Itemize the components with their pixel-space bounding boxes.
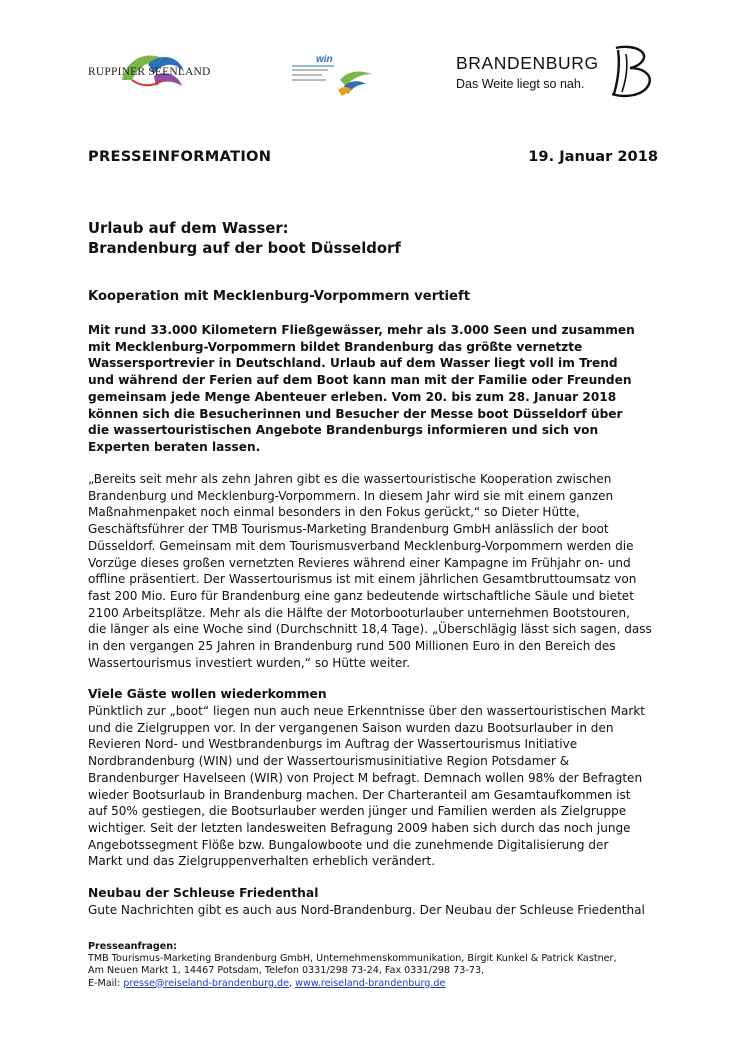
footer-title: Presseanfragen: (88, 941, 177, 952)
footer-separator: , (289, 977, 296, 989)
body-line: in den vergangen 25 Jahren in Brandenburg rund 500 Millionen Euro in den Bereich des (88, 639, 616, 654)
section-title-schleuse: Neubau der Schleuse Friedenthal (88, 886, 319, 900)
body-paragraph-3 (88, 902, 645, 919)
body-line: Revieren Nord- und Westbrandenburgs im Auftrag der Wassertourismus Initiative (88, 737, 578, 752)
body-line: 2100 Arbeitsplätze. Mehr als die Hälfte der Motorbooturlauber unternehmen Bootstouren, (88, 605, 630, 620)
win-logo (290, 52, 376, 98)
body-line: Nordbrandenburg (WIN) und der Wassertourismusinitiative Region Potsdamer & (88, 754, 570, 769)
brandenburg-logo (450, 44, 664, 102)
lead-paragraph (88, 322, 635, 456)
body-line: wieder Bootsurlaub in Brandenburg machen. Der Charteranteil am Gesamtaufkommen ist (88, 787, 631, 802)
body-line: auf 50% gestiegen, die Bootsurlauber werden jünger und Familien werden als Zielgruppe (88, 804, 627, 819)
email-label: E-Mail: (88, 977, 124, 989)
body-line: Brandenburger Havelseen (WIR) von Project M befragt. Demnach wollen 98% der Befragten (88, 770, 643, 785)
body-line: Pünktlich zur „boot“ liegen nun auch neue Erkenntnisse über den wassertouristischen Markt (88, 704, 646, 718)
body-line: Maßnahmenpaket noch einmal besonders in den Fokus gerückt,“ so Dieter Hütte, (88, 505, 580, 520)
headline-line-1: Urlaub auf dem Wasser: (88, 220, 289, 237)
body-line: Vorzüge dieses großen vernetzten Revieres während einer Kampagne im Frühjahr on- und (88, 555, 631, 570)
brandenburg-slogan: Das Weite liegt so nah. (456, 77, 585, 91)
lead-line: können sich die Besucherinnen und Besucher der Messe boot Düsseldorf über (88, 406, 623, 421)
body-line: fast 200 Mio. Euro für Brandenburg eine ganz bedeutende wirtschaftliche Säule und bietet (88, 588, 634, 603)
press-label: PRESSEINFORMATION (88, 148, 272, 165)
body-line: „Bereits seit mehr als zehn Jahren gibt es die wassertouristische Kooperation zwischen (88, 472, 612, 486)
body-paragraph-1 (88, 471, 652, 671)
body-line: die länger als eine Woche sind (Durchschnitt 18,4 Tage). „Überschlägig lässt sich sagen, dass (88, 622, 652, 637)
body-paragraph-2 (88, 703, 645, 870)
press-date: 19. Januar 2018 (528, 148, 658, 165)
win-logo-mark-icon (290, 52, 376, 98)
lead-line: mit Mecklenburg-Vorpommern bildet Brandenburg das größte vernetzte (88, 339, 583, 354)
ruppiner-seenland-text: RUPPINER SEENLAND (88, 66, 211, 78)
body-line: Angebotssegment Flöße bzw. Bungalowboote und die zunehmende Digitalisierung der (88, 837, 609, 852)
footer-line-3 (88, 978, 617, 990)
body-line: Gute Nachrichten gibt es auch aus Nord-Brandenburg. Der Neubau der Schleuse Friedenthal (88, 903, 645, 917)
body-line: Düsseldorf. Gemeinsam mit dem Tourismusverband Mecklenburg-Vorpommern werden die (88, 538, 634, 553)
lead-line: die wassertouristischen Angebote Brandenburgs informieren und sich von (88, 423, 599, 438)
section-title-guests: Viele Gäste wollen wiederkommen (88, 687, 327, 701)
footer-line-1: TMB Tourismus-Marketing Brandenburg GmbH, Unternehmenskommunikation, Birgit Kunkel & Patrick Kastner, (88, 953, 617, 965)
lead-line: Wassersportrevier in Deutschland. Urlaub auf dem Wasser liegt voll im Trend (88, 356, 618, 371)
body-line: Geschäftsführer der TMB Tourismus-Marketing Brandenburg GmbH anlässlich der boot (88, 522, 609, 537)
ruppiner-seenland-logo (88, 50, 228, 96)
lead-line: Mit rund 33.000 Kilometern Fließgewässer, mehr als 3.000 Seen und zusammen (88, 323, 635, 337)
press-info-row (88, 148, 658, 168)
body-line: Markt und das Zielgruppenverhalten erheblich verändert. (88, 854, 436, 869)
lead-line: gemeinsam jede Menge Abenteuer erleben. Vom 20. bis zum 28. Januar 2018 (88, 389, 617, 404)
body-line: und die Zielgruppen vor. In der vergangenen Saison wurden dazu Bootsurlauber in den (88, 720, 614, 735)
press-contact-footer (88, 941, 617, 990)
website-link[interactable]: www.reiseland-brandenburg.de (295, 977, 446, 989)
body-line: offline präsentiert. Der Wassertourismus ist mit einem jährlichen Gesamtbruttoumsatz von (88, 572, 637, 587)
body-line: wichtiger. Seit der letzten landesweiten Befragung 2009 haben sich durch das noch junge (88, 820, 631, 835)
win-logo-text: win (316, 54, 333, 65)
headline (88, 219, 401, 259)
body-line: Brandenburg und Mecklenburg-Vorpommern. In diesem Jahr wird sie mit einem ganzen (88, 488, 614, 503)
footer-line-2: Am Neuen Markt 1, 14467 Potsdam, Telefon 0331/298 73-24, Fax 0331/298 73-73, (88, 965, 485, 977)
body-line: Wassertourismus investiert wurden,“ so Hütte weiter. (88, 655, 411, 670)
brandenburg-title: BRANDENBURG (456, 53, 599, 73)
lead-line: und während der Ferien auf dem Boot kann man mit der Familie oder Freunden (88, 373, 632, 388)
email-link[interactable]: presse@reiseland-brandenburg.de (123, 977, 290, 989)
brandenburg-b-icon (602, 44, 662, 102)
lead-line: Experten beraten lassen. (88, 439, 261, 454)
headline-line-2: Brandenburg auf der boot Düsseldorf (88, 240, 401, 257)
subheadline: Kooperation mit Mecklenburg-Vorpommern vertieft (88, 289, 471, 304)
